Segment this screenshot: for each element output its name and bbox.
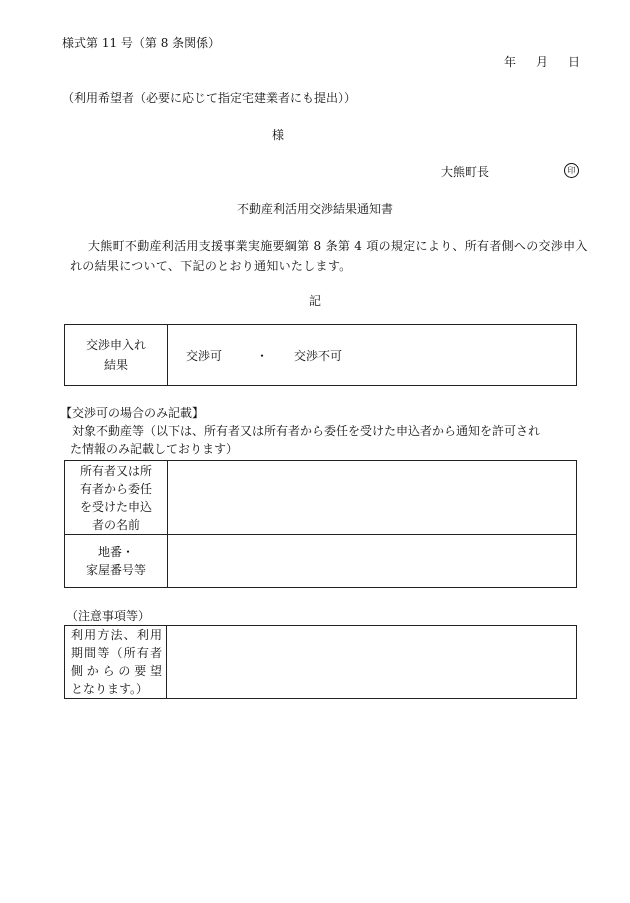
result-table — [64, 324, 577, 386]
date-day: 日 — [567, 55, 580, 69]
option-separator: ・ — [256, 348, 269, 363]
addressee-suffix: 様 — [272, 128, 285, 142]
date-month: 月 — [535, 55, 548, 69]
date-year: 年 — [503, 55, 516, 69]
owner-label-cell — [65, 461, 168, 535]
date-line — [504, 53, 580, 70]
caution-label-line: 側からの要望 — [71, 664, 162, 678]
form-number: 様式第 11 号（第 8 条関係） — [62, 36, 221, 50]
owner-label-line: 有者から委任 — [79, 481, 152, 496]
applicant-note: （利用希望者（必要に応じて指定宅建業者にも提出）） — [62, 91, 357, 105]
issuer-name: 大熊町長 — [441, 165, 490, 179]
result-label-line2: 結果 — [103, 358, 128, 372]
seal-mark: 印 — [564, 163, 579, 178]
target-note — [72, 422, 582, 458]
owner-label-line: を受けた申込 — [79, 499, 152, 514]
only-if-possible-heading: 【交渉可の場合のみ記載】 — [60, 406, 205, 420]
caution-heading: （注意事項等） — [66, 609, 151, 623]
caution-label-line: となります。） — [71, 682, 149, 696]
target-note-line1: 対象不動産等（以下は、所有者又は所有者から委任を受けた申込者から通知を許可され — [72, 424, 541, 438]
lot-label-cell — [65, 535, 168, 588]
caution-label-line: 利用方法、利用 — [71, 628, 162, 642]
document-title: 不動産利活用交渉結果通知書 — [236, 202, 393, 216]
ki-heading: 記 — [308, 294, 321, 308]
owner-value-cell[interactable] — [168, 461, 577, 535]
lot-label-line1: 地番・ — [97, 545, 134, 559]
owner-table — [64, 460, 577, 588]
lot-label-line2: 家屋番号等 — [85, 563, 146, 577]
caution-label-line: 期間等（所有者 — [71, 646, 162, 660]
lot-value-cell[interactable] — [168, 535, 577, 588]
result-label-cell — [65, 325, 168, 386]
body-text: 大熊町不動産利活用支援事業実施要綱第 8 条第 4 項の規定により、所有者側への交渉申入れの結果について、下記のとおり通知いたします。 — [70, 239, 588, 273]
owner-label-line: 者の名前 — [91, 517, 140, 532]
option-possible: 交渉可 — [186, 348, 223, 363]
caution-table — [64, 625, 577, 699]
owner-label-line: 所有者又は所 — [79, 463, 152, 478]
result-value-cell — [168, 325, 577, 386]
result-label-line1: 交渉申入れ — [85, 338, 146, 352]
caution-value-cell[interactable] — [167, 626, 577, 699]
caution-label-cell — [65, 626, 167, 699]
option-impossible: 交渉不可 — [294, 348, 343, 363]
target-note-line2: た情報のみ記載しております） — [70, 442, 239, 456]
